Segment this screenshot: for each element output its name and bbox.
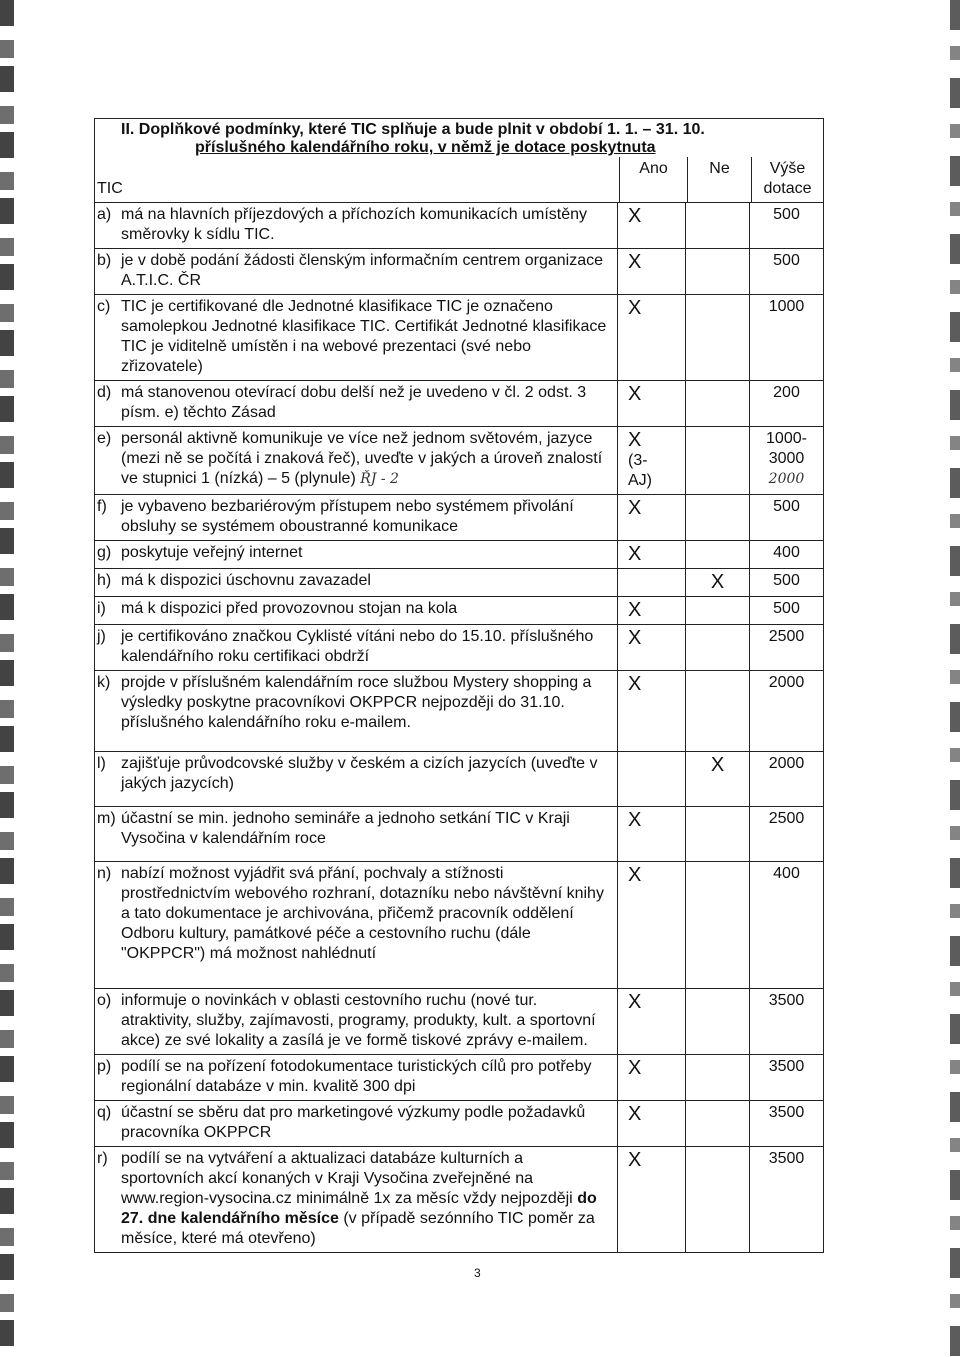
row-label: r) [97,1150,108,1167]
page-number: 3 [474,1266,481,1280]
scan-edge-left [0,0,14,1357]
column-header-tic: TIC [97,180,123,197]
ne-mark [685,807,749,861]
row-text-end: (v případě sezónního TIC poměr za měsíce, které má otevřeno) [121,1210,595,1247]
amount: 400 [749,541,823,568]
table-row [94,862,824,989]
ano-mark: X [617,249,685,294]
ne-mark [685,495,749,540]
row-text: projde v příslušném kalendářním roce službou Mystery shopping a výsledky poskytne pracovníkovi OKPPCR nejpozději do 31.10. příslušného kalendářního roku e-mailem. [121,674,592,731]
table-row [94,381,824,427]
title-line-1: II. Doplňkové podmínky, které TIC splňuje a bude plnit v období 1. 1. – 31. 10. [121,121,705,138]
table-row [94,427,824,495]
amount: 3500 [749,1101,823,1146]
ano-mark: X [617,295,685,380]
row-label: q) [97,1104,112,1121]
table-row [94,541,824,569]
row-text: účastní se min. jednoho semináře a jednoho setkání TIC v Kraji Vysočina v kalendářním roce [121,810,570,847]
table-row [94,249,824,295]
amount: 3500 [749,1147,823,1252]
row-label: o) [97,992,112,1009]
ano-mark: X [617,862,685,988]
table-row [94,295,824,381]
row-label: l) [97,755,106,772]
row-label: d) [97,384,112,401]
row-text: má na hlavních příjezdových a příchozích komunikacích umístěny směrovky k sídlu TIC. [121,206,587,243]
row-label: k) [97,674,111,691]
ano-note: AJ) [628,472,652,489]
table-row [94,597,824,625]
ne-mark [685,427,749,494]
conditions-table [94,118,824,1253]
ne-mark [685,203,749,248]
row-text: má k dispozici před provozovnou stojan na kola [121,600,458,617]
scan-edge-right [950,0,960,1357]
row-label: m) [97,810,116,827]
row-text: poskytuje veřejný internet [121,544,303,561]
amount: 400 [749,862,823,988]
ne-mark [685,295,749,380]
ano-mark: X [617,1055,685,1100]
column-header-row [94,157,824,203]
row-label: h) [97,572,112,589]
row-text: personál aktivně komunikuje ve více než jednom světovém, jazyce (mezi ně se počítá i znaková řeč), uveďte v jakých a úroveň znalostí ve stupnici 1 (nízká) – 5 (plynule) [121,430,603,487]
ne-mark [685,1055,749,1100]
ano-mark: X [617,495,685,540]
amount: 2000 [749,752,823,806]
table-body [94,203,824,1253]
row-text: podílí se na pořízení fotodokumentace turistických cílů pro potřeby regionální databáze v min. kvalitě 300 dpi [121,1058,592,1095]
amount: 3500 [749,1055,823,1100]
ano-mark: X [617,597,685,624]
row-label: e) [97,430,112,447]
ano-mark: X [617,625,685,670]
amount: 2000 [749,671,823,751]
ano-mark: X [617,381,685,426]
ano-mark: X [617,989,685,1054]
ano-mark [617,569,685,596]
row-label: p) [97,1058,112,1075]
table-row [94,752,824,807]
amount: 500 [749,569,823,596]
row-label: i) [97,600,106,617]
row-label: f) [97,498,107,515]
row-label: g) [97,544,112,561]
amount-line-2: 3000 [768,450,805,467]
amount: 2500 [749,625,823,670]
ano-mark: X [617,541,685,568]
title-line-2: příslušného kalendářního roku, v němž je dotace poskytnuta [195,139,656,156]
amount: 1000- [766,430,807,447]
table-row [94,989,824,1055]
table-row [94,1055,824,1101]
table-row [94,495,824,541]
row-text: má k dispozici úschovnu zavazadel [121,572,371,589]
ano-mark: X [617,203,685,248]
ne-mark [685,671,749,751]
handwritten-note: ŘJ - 2 [360,471,399,487]
amount: 200 [749,381,823,426]
amount: 2500 [749,807,823,861]
ne-mark [685,625,749,670]
amount: 1000 [749,295,823,380]
ano-mark: X [617,807,685,861]
ano-mark: X [617,671,685,751]
row-text: informuje o novinkách v oblasti cestovního ruchu (nové tur. atraktivity, služby, zajímavosti, programy, produkty, kult. a sportovní akce) ze své lokality a zasílá je ve formě tiskové zprávy e-mailem. [121,992,596,1049]
ano-note: (3- [628,452,648,469]
ne-mark [685,249,749,294]
ne-mark [685,1101,749,1146]
row-label: b) [97,252,112,269]
table-title [94,118,824,157]
row-text: je certifikováno značkou Cyklisté vítáni nebo do 15.10. příslušného kalendářního roku certifikaci obdrží [121,628,594,665]
ne-mark [685,597,749,624]
ne-mark: X [685,752,749,806]
table-row [94,1147,824,1253]
ne-mark: X [685,569,749,596]
amount: 500 [749,597,823,624]
row-text-bold: do 27. dne kalendářního měsíce [121,1190,597,1227]
handwritten-amount: 2000 [768,471,805,487]
row-text: TIC je certifikované dle Jednotné klasifikace TIC je označeno samolepkou Jednotné klasifikace TIC. Certifikát Jednotné klasifikace TIC je viditelně umístěn i na webové prezentaci (své nebo zřizovatele) [121,298,607,375]
row-text: účastní se sběru dat pro marketingové výzkumy podle požadavků pracovníka OKPPCR [121,1104,586,1141]
row-text: podílí se na vytváření a aktualizaci databáze kulturních a sportovních akcí konaných v Kraji Vysočina zveřejněné na www.region-vysocina.cz minimálně 1x za měsíc vždy nejpozději [121,1150,573,1207]
row-text: je v době podání žádosti členským informačním centrem organizace A.T.I.C. ČR [121,252,604,289]
row-text: nabízí možnost vyjádřit svá přání, pochvaly a stížnosti prostřednictvím webového rozhraní, dotazníku nebo návštěvní knihy a tato dokumentace je archivována, přičemž pracovník oddělení Odboru kultury, památkové péče a cestovního ruchu (dále "OKPPCR") má možnost nahlédnutí [121,865,604,962]
table-row [94,569,824,597]
ne-mark [685,862,749,988]
ano-mark: X [628,429,642,451]
column-header-ne: Ne [687,157,751,202]
column-header-ano: Ano [619,157,687,202]
ano-mark [617,752,685,806]
row-label: n) [97,865,112,882]
amount: 500 [749,495,823,540]
ne-mark [685,1147,749,1252]
amount: 500 [749,249,823,294]
row-label: j) [97,628,106,645]
ne-mark [685,989,749,1054]
row-text: je vybaveno bezbariérovým přístupem nebo systémem přivolání obsluhy se systémem oboustranné komunikace [121,498,574,535]
ano-mark: X [617,1147,685,1252]
table-row [94,625,824,671]
row-text: zajišťuje průvodcovské služby v českém a cizích jazycích (uveďte v jakých jazycích) [121,755,598,792]
ano-mark: X [617,1101,685,1146]
table-row [94,1101,824,1147]
row-label: c) [97,298,111,315]
amount: 3500 [749,989,823,1054]
amount: 500 [749,203,823,248]
table-row [94,203,824,249]
table-row [94,807,824,862]
table-row [94,671,824,752]
ne-mark [685,381,749,426]
row-label: a) [97,206,112,223]
row-text: má stanovenou otevírací dobu delší než je uvedeno v čl. 2 odst. 3 písm. e) těchto Zásad [121,384,587,421]
ne-mark [685,541,749,568]
column-header-amount: Výše dotace [751,157,823,202]
